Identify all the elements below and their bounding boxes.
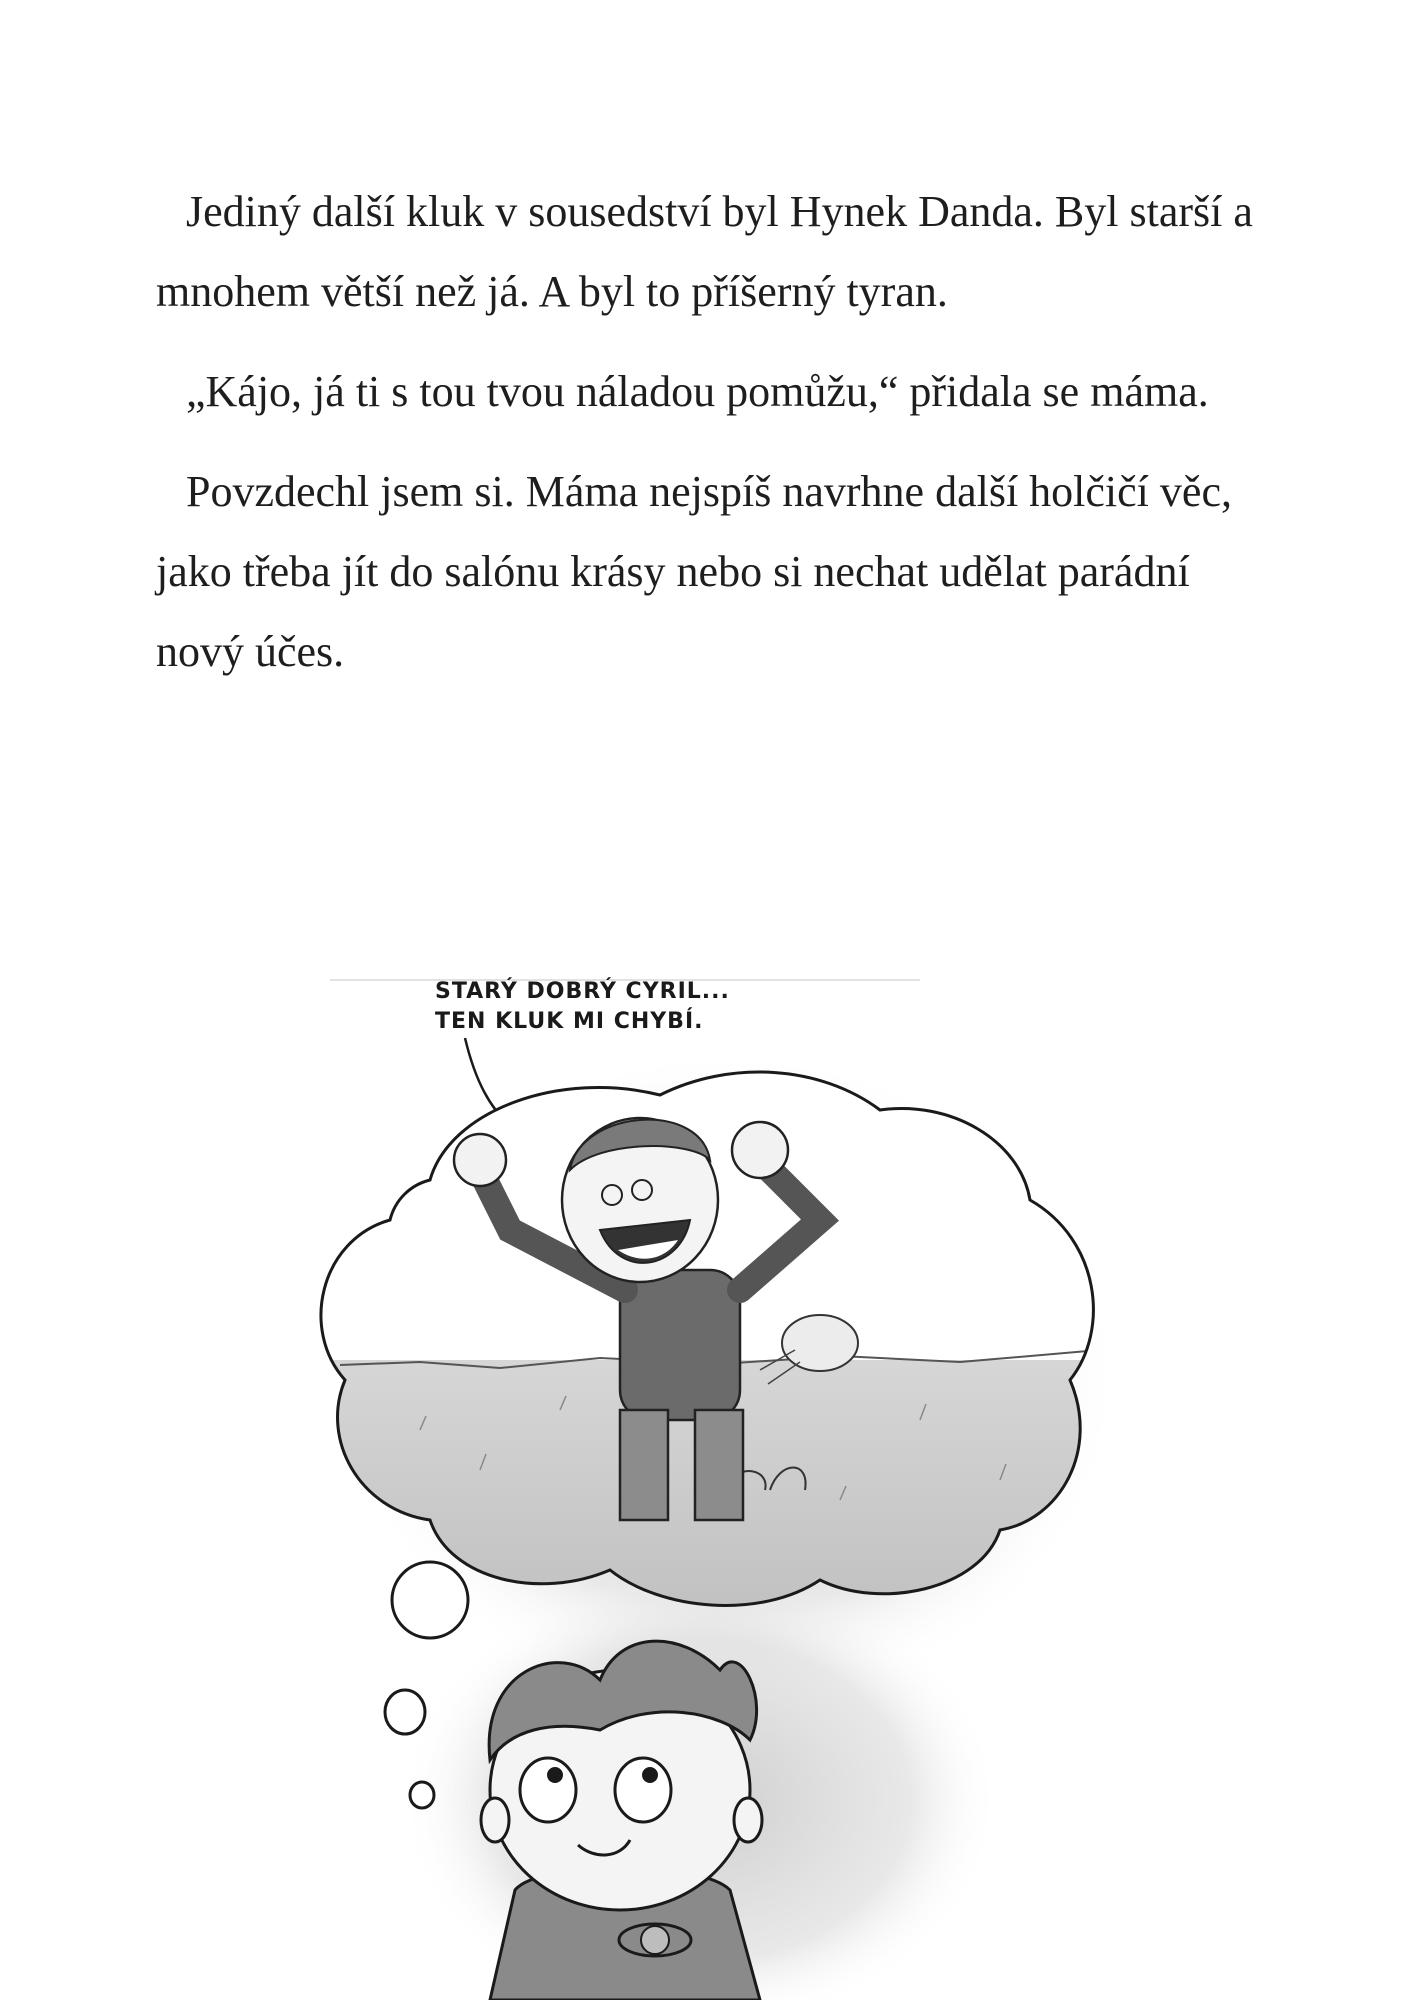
kaja-figure [481, 1641, 762, 2000]
thought-dot-large [392, 1562, 468, 1638]
text-block [156, 172, 1286, 712]
thought-dot-medium [385, 1690, 425, 1734]
paragraph-2: „Kájo, já ti s tou tvou náladou pomůžu,“ přidala se máma. [186, 367, 1209, 416]
paragraph-3: Povzdechl jsem si. Máma nejspíš navrhne další holčičí věc, jako třeba jít do salónu krásy nebo si nechat udělat parádní nový účes. [156, 467, 1232, 676]
caption-line-1: STARÝ DOBRÝ CYRIL... [435, 979, 730, 1004]
paragraph-1: Jediný další kluk v sousedství byl Hynek Danda. Byl starší a mnohem větší než já. A byl to příšerný tyran. [156, 187, 1253, 316]
illustration-drawing [300, 940, 1150, 2000]
caption-line-2: TEN KLUK MI CHYBÍ. [435, 1009, 704, 1034]
thought-dot-small [410, 1782, 434, 1808]
illustration [300, 940, 1150, 2000]
